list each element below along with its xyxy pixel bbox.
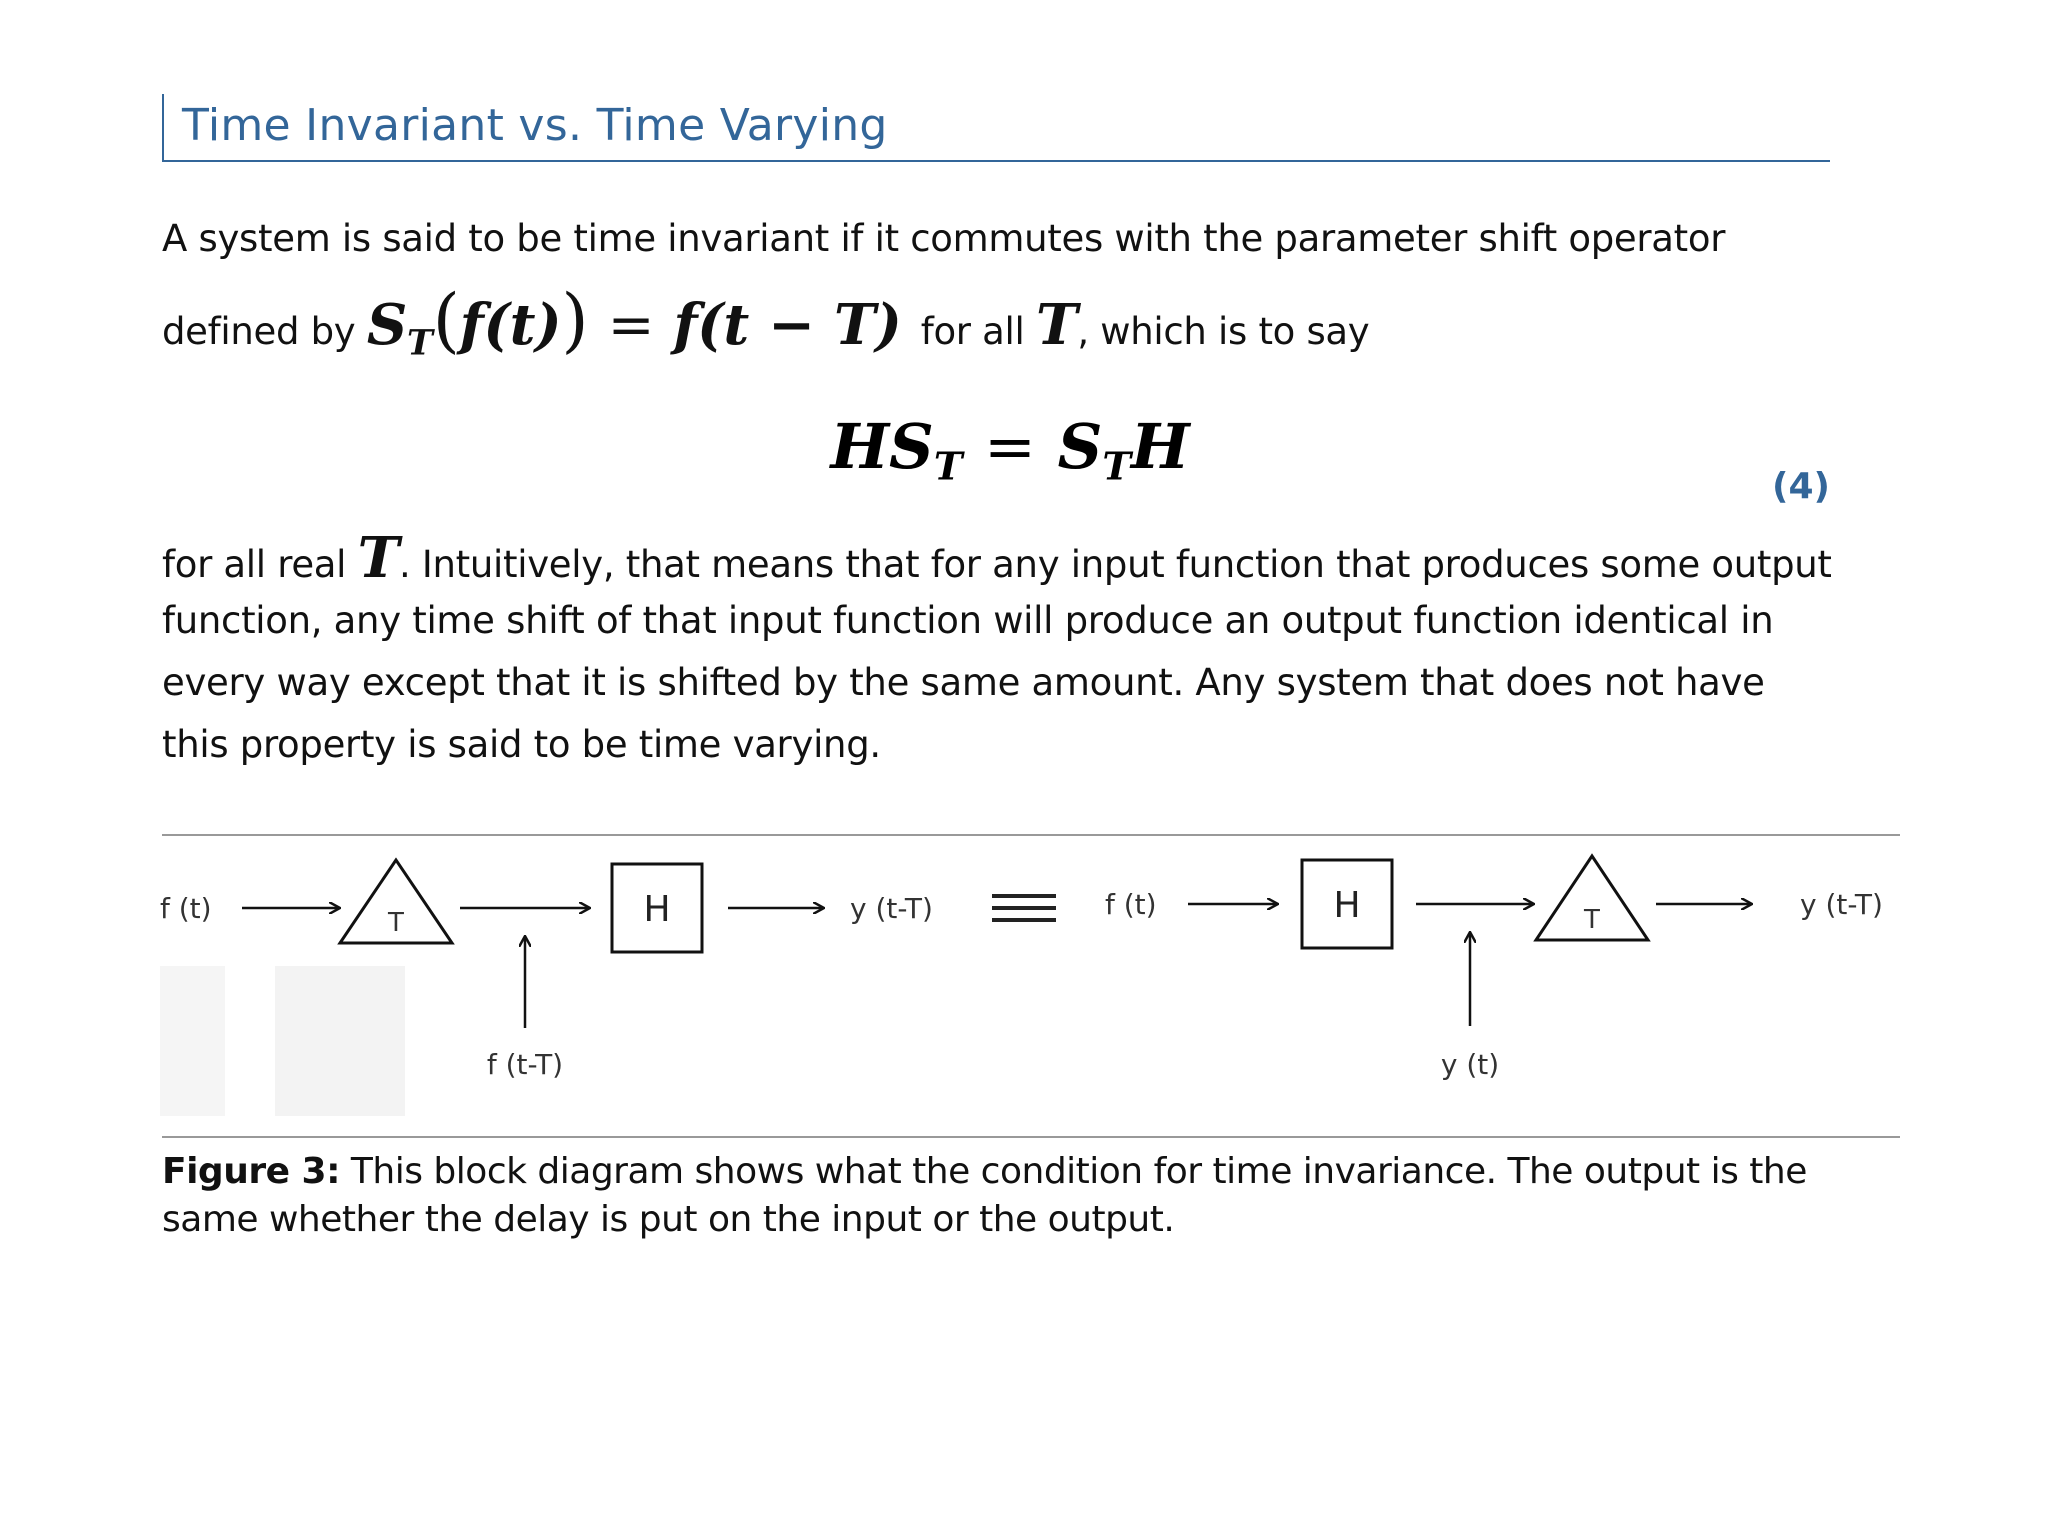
- variable-t: T: [1035, 292, 1078, 358]
- left-output-label: y (t-T): [850, 892, 933, 925]
- figure-bottom-rule: [162, 1136, 1900, 1138]
- right-system-label: H: [1333, 885, 1361, 926]
- section-title: Time Invariant vs. Time Varying: [182, 100, 888, 151]
- right-delay-label: T: [1584, 905, 1600, 935]
- intro-for-all: for all: [920, 310, 1025, 353]
- right-intermediate-label: y (t): [1440, 1048, 1500, 1081]
- intro-line-2: [162, 279, 1370, 373]
- body-line-4: this property is said to be time varying.: [162, 723, 881, 766]
- intro-line-1: A system is said to be time invariant if it commutes with the parameter shift operator: [162, 217, 1726, 260]
- left-system-label: H: [643, 889, 671, 930]
- body-line-1: for all real T. Intuitively, that means that for any input function that produces some output: [162, 525, 1832, 591]
- intro-defined-by: defined by: [162, 310, 356, 353]
- figure-caption-text: This block diagram shows what the condition for time invariance. The output is the same whether the delay is put on the input or the output.: [162, 1151, 1807, 1240]
- intro-which: , which is to say: [1077, 310, 1370, 353]
- body-line-3: every way except that it is shifted by the same amount. Any system that does not have: [162, 661, 1765, 704]
- display-equation: $HS_T = S_TH$: [830, 410, 1190, 490]
- right-input-label: f (t): [1105, 888, 1157, 921]
- figure-caption: [162, 1148, 1902, 1244]
- left-shifted-input-label: f (t-T): [486, 1048, 564, 1081]
- figure-label: Figure 3:: [162, 1151, 340, 1192]
- block-diagram: [160, 836, 1904, 1140]
- section-heading: [162, 94, 1830, 162]
- variable-t-real: T: [357, 525, 399, 591]
- body-line-2: function, any time shift of that input function will produce an output function identical in: [162, 599, 1774, 642]
- shift-operator-formula: $S_T(f(t)) = f(t - T)$: [366, 279, 902, 364]
- left-input-label: f (t): [160, 892, 212, 925]
- right-output-label: y (t-T): [1800, 888, 1883, 921]
- left-delay-label: T: [388, 908, 404, 938]
- equation-number: (4): [1772, 466, 1830, 507]
